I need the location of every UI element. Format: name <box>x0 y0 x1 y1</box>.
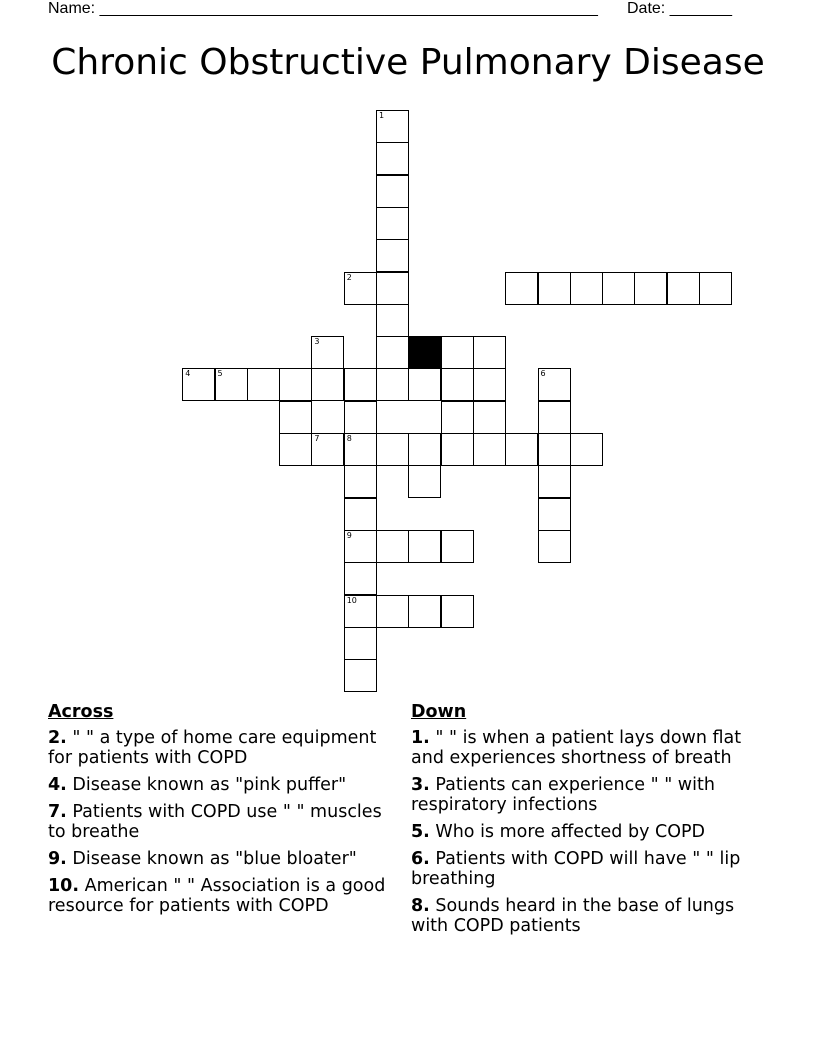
down-clue-list <box>411 728 761 936</box>
clue-text: Patients with COPD will have " " lip breathing <box>411 849 741 889</box>
clue-number-label: 5. <box>411 822 430 842</box>
grid-cell[interactable] <box>344 498 377 531</box>
clue-number: 4 <box>185 369 191 379</box>
clue-number-label: 8. <box>411 896 430 916</box>
clue-text: American " " Association is a good resource for patients with COPD <box>48 876 386 916</box>
grid-cell[interactable] <box>279 401 312 434</box>
clue-number: 1 <box>379 111 385 120</box>
clue-text: Disease known as "blue bloater" <box>72 849 357 869</box>
grid-cell[interactable] <box>538 368 571 401</box>
clue-number: 8 <box>346 434 352 443</box>
down-clue <box>411 775 761 815</box>
grid-cell[interactable] <box>441 368 474 401</box>
grid-cell[interactable] <box>311 433 344 466</box>
grid-cell[interactable] <box>279 433 312 466</box>
grid-cell[interactable] <box>279 368 312 401</box>
grid-cell[interactable] <box>344 465 377 498</box>
grid-cell[interactable] <box>376 175 409 208</box>
grid-cell[interactable] <box>538 272 571 305</box>
grid-cell[interactable] <box>538 530 571 563</box>
grid-cell[interactable] <box>311 336 344 369</box>
grid-block-cell <box>408 336 441 369</box>
grid-cell[interactable] <box>344 627 377 660</box>
grid-cell[interactable] <box>570 433 603 466</box>
across-clue <box>48 728 403 768</box>
grid-cell[interactable] <box>376 433 409 466</box>
clue-number-label: 3. <box>411 775 430 795</box>
down-clues <box>411 702 761 943</box>
grid-cell[interactable] <box>376 336 409 369</box>
clue-number-label: 10. <box>48 876 80 896</box>
across-clue <box>48 775 403 795</box>
grid-cell[interactable] <box>376 207 409 240</box>
clue-text: Disease known as "pink puffer" <box>72 775 347 795</box>
clue-number-label: 6. <box>411 849 430 869</box>
grid-cell[interactable] <box>473 401 506 434</box>
grid-cell[interactable] <box>505 433 538 466</box>
grid-cell[interactable] <box>667 272 700 305</box>
grid-cell[interactable] <box>376 239 409 272</box>
grid-cell[interactable] <box>376 110 409 143</box>
clue-number: 9 <box>346 530 352 540</box>
grid-cell[interactable] <box>699 272 732 305</box>
across-clue <box>48 802 403 842</box>
across-clues <box>48 702 403 923</box>
grid-cell[interactable] <box>473 368 506 401</box>
clue-number: 5 <box>217 369 223 379</box>
grid-cell[interactable] <box>215 368 248 401</box>
grid-cell[interactable] <box>441 336 474 369</box>
grid-cell[interactable] <box>376 272 409 305</box>
grid-cell[interactable] <box>538 401 571 434</box>
clue-text: Patients with COPD use " " muscles to breathe <box>48 802 382 842</box>
grid-cell[interactable] <box>441 433 474 466</box>
across-clue-list <box>48 728 403 916</box>
grid-cell[interactable] <box>376 368 409 401</box>
grid-cell[interactable] <box>441 530 474 563</box>
grid-cell[interactable] <box>344 595 377 628</box>
grid-cell[interactable] <box>344 659 377 692</box>
clue-number: 6 <box>540 369 546 379</box>
grid-cell[interactable] <box>247 368 280 401</box>
clue-number: 2 <box>346 272 352 282</box>
across-clue <box>48 876 403 916</box>
grid-cell[interactable] <box>538 433 571 466</box>
grid-cell[interactable] <box>344 562 377 595</box>
clue-text: Patients can experience " " with respiratory infections <box>411 775 715 815</box>
grid-cell[interactable] <box>473 433 506 466</box>
clue-text: Who is more affected by COPD <box>435 822 706 842</box>
clue-text: Sounds heard in the base of lungs with COPD patients <box>411 896 735 936</box>
grid-cell[interactable] <box>344 272 377 305</box>
grid-cell[interactable] <box>538 465 571 498</box>
down-heading: Down <box>411 702 467 722</box>
grid-cell[interactable] <box>570 272 603 305</box>
grid-cell[interactable] <box>538 498 571 531</box>
grid-cell[interactable] <box>182 368 215 401</box>
grid-cell[interactable] <box>441 595 474 628</box>
clue-number-label: 7. <box>48 802 67 822</box>
grid-cell[interactable] <box>344 433 377 466</box>
grid-cell[interactable] <box>408 465 441 498</box>
across-clue <box>48 849 403 869</box>
grid-cell[interactable] <box>376 530 409 563</box>
grid-cell[interactable] <box>408 530 441 563</box>
grid-cell[interactable] <box>441 401 474 434</box>
page-title: Chronic Obstructive Pulmonary Disease <box>51 42 765 83</box>
grid-cell[interactable] <box>376 142 409 175</box>
down-clue <box>411 728 761 768</box>
down-clue <box>411 822 761 842</box>
down-clue <box>411 849 761 889</box>
grid-cell[interactable] <box>311 368 344 401</box>
grid-cell[interactable] <box>376 595 409 628</box>
grid-cell[interactable] <box>408 368 441 401</box>
grid-cell[interactable] <box>344 368 377 401</box>
clue-number-label: 2. <box>48 728 67 748</box>
name-field-label: Name: ________________________________________________________ <box>48 0 598 17</box>
across-heading: Across <box>48 702 114 722</box>
grid-cell[interactable] <box>634 272 667 305</box>
clue-number-label: 1. <box>411 728 430 748</box>
clue-number: 3 <box>314 337 320 347</box>
grid-cell[interactable] <box>408 433 441 466</box>
grid-cell[interactable] <box>602 272 635 305</box>
clue-number-label: 4. <box>48 775 67 795</box>
grid-cell[interactable] <box>473 336 506 369</box>
grid-cell[interactable] <box>505 272 538 305</box>
down-clue <box>411 896 761 936</box>
date-field-label: Date: _______ <box>627 0 732 17</box>
clue-number: 7 <box>314 434 320 443</box>
grid-cell[interactable] <box>344 530 377 563</box>
grid-cell[interactable] <box>376 304 409 337</box>
grid-cell[interactable] <box>408 595 441 628</box>
clue-number: 10 <box>346 595 357 605</box>
grid-cell[interactable] <box>344 401 377 434</box>
clue-text: " " a type of home care equipment for patients with COPD <box>48 728 377 768</box>
clue-text: " " is when a patient lays down flat and experiences shortness of breath <box>411 728 742 768</box>
clue-number-label: 9. <box>48 849 67 869</box>
